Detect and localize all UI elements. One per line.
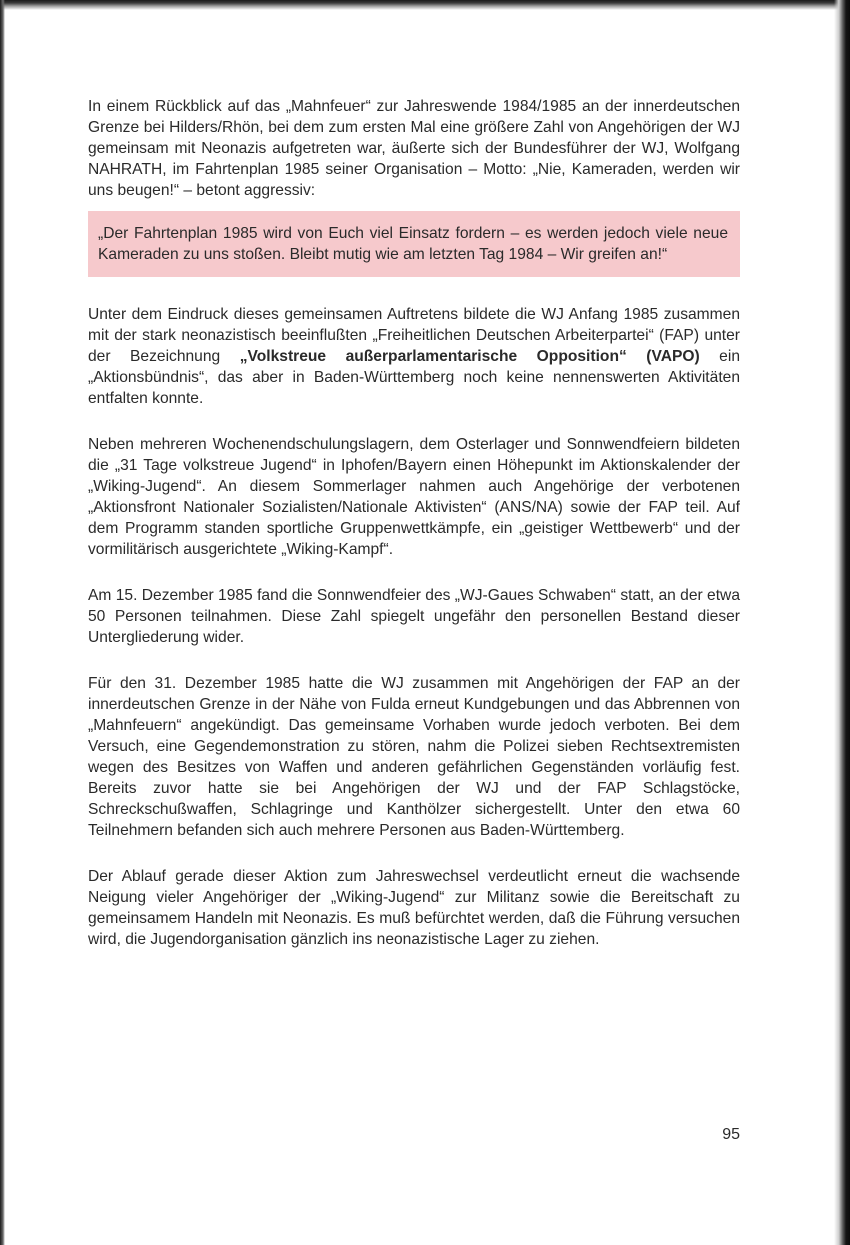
paragraph-vapo [88,304,740,409]
paragraph-intro: In einem Rückblick auf das „Mahnfeuer“ zur Jahreswende 1984/1985 an der innerdeutschen Grenze bei Hilders/Rhön, bei dem zum ersten Mal eine größere Zahl von Angehörigen der WJ gemeinsam mit Neonazis aufgetreten war, äußerte sich der Bundesführer der WJ, Wolfgang NAHRATH, im Fahrtenplan 1985 seiner Organisation – Motto: „Nie, Kameraden, werden wir uns beugen!“ – betont aggressiv: [88,98,740,199]
scan-edge-left [0,0,5,1245]
paragraph-conclusion: Der Ablauf gerade dieser Aktion zum Jahreswechsel verdeutlicht erneut die wachsende Neigung vieler Angehöriger der „Wiking-Jugend“ zur Militanz sowie die Bereitschaft zu gemeinsamem Handeln mit Neonazis. Es muß befürchtet werden, daß die Führung versuchen wird, die Jugendorganisation gänzlich ins neonazistische Lager zu ziehen. [88,868,740,948]
scan-edge-right [834,0,850,1245]
page-number: 95 [722,1126,740,1143]
page-body [88,96,740,950]
highlighted-quote [88,211,740,277]
paragraph-vapo-text-2: ein „Aktionsbündnis“, das aber in Baden-Württemberg noch keine nennenswerten Aktivitäten entfalten konnte. [88,348,740,407]
quote-text: „Der Fahrtenplan 1985 wird von Euch viel Einsatz fordern – es werden jedoch viele neue Kameraden zu uns stoßen. Bleibt mutig wie am letzten Tag 1984 – Wir greifen an!“ [98,225,728,263]
paragraph-vapo-text-1: Unter dem Eindruck dieses gemeinsamen Auftretens bildete die WJ Anfang 1985 zusammen mit der stark neonazistisch beeinflußten „Freiheitlichen Deutschen Arbeiterpartei“ (FAP) unter der Bezeichnung [88,306,740,365]
paragraph-summer-camp: Neben mehreren Wochenendschulungslagern, dem Osterlager und Sonnwendfeiern bildeten die „31 Tage volkstreue Jugend“ in Iphofen/Bayern einen Höhepunkt im Aktionskalender der „Wiking-Jugend“. An diesem Sommerlager nahmen auch Angehörige der verbotenen „Aktionsfront Nationaler Sozialisten/Nationale Aktivisten“ (ANS/NA) sowie der FAP teil. Auf dem Programm standen sportliche Gruppenwettkämpfe, ein „geistiger Wettbewerb“ und der vormilitärisch ausgerichtete „Wiking-Kampf“. [88,436,740,558]
scan-edge-top [0,0,850,10]
paragraph-sonnwendfeier: Am 15. Dezember 1985 fand die Sonnwendfeier des „WJ-Gaues Schwaben“ statt, an der etwa 50 Personen teilnahmen. Diese Zahl spiegelt ungefähr den personellen Bestand dieser Untergliederung wider. [88,587,740,646]
vapo-name-bold: „Volkstreue außerparlamentarische Opposition“ (VAPO) [239,348,700,365]
paragraph-fulda: Für den 31. Dezember 1985 hatte die WJ zusammen mit Angehörigen der FAP an der innerdeutschen Grenze in der Nähe von Fulda erneut Kundgebungen und das Abbrennen von „Mahnfeuern“ angekündigt. Das gemeinsame Vorhaben wurde jedoch verboten. Bei dem Versuch, eine Gegendemonstration zu stören, nahm die Polizei sieben Rechtsextremisten wegen des Besitzes von Waffen und anderen gefährlichen Gegenständen vorläufig fest. Bereits zuvor hatte sie bei Angehörigen der WJ und der FAP Schlagstöcke, Schreckschußwaffen, Schlagringe und Kanthölzer sichergestellt. Unter den etwa 60 Teilnehmern befanden sich auch mehrere Personen aus Baden-Württemberg. [88,675,740,839]
